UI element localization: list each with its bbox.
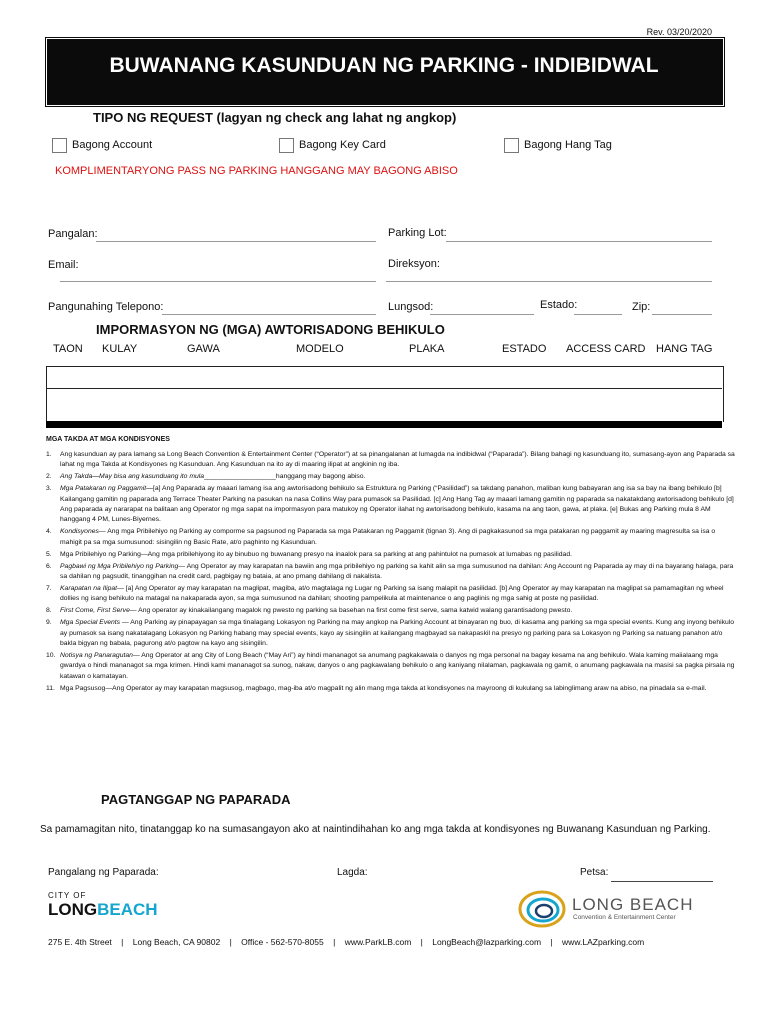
term-number: 8. [46,607,52,615]
col-model: MODELO [296,343,344,355]
checkbox-new-hang-tag[interactable] [504,138,519,153]
term-text: — Ang mga Pribilehiyo ng Parking ay comporme sa pagsunod ng Paparada sa mga Patakaran ng Paggamit (tignan 3). Ang di pagkakasunod sa mga patakaran ng paggamit ay maaring magresulta sa isa o mahigit pa sa mga sumusunod: sisingilin ng Basic Rate, at/o paghinto ng Kasunduan. [60,528,716,546]
term-item [46,484,736,526]
term-text: [a] Ang Paparada ay maaari lamang isa ang awtorisadong behikulo sa Estruktura ng Parking (“Pasilidad”) sa takdang panahon, maliban kung babayaran ang isa sa bay na ibang behikulo [b] Kailangang gamitin ng paparada ang Terrace Theater Parking na pasukan na nasa Collins Way para pumasok sa Pasilidad. [c] Ang Hang Tag ay maaari lamang gamitin ng paparada sa nakatakdang awtorisadong behikulo [d] Ang paparada ay nararapat na balitaan ang Operator ng mga sapat na impormasyon para matukoy ng Operator ilahat ng awtorisadong behikulo, kasama na ang taon, gawa, at plaka. [e] Bukas ang Parking mula 8 AM hanggang 4 PM, Lunes-Biyernes. [60,485,734,524]
state-field[interactable] [574,314,622,315]
col-year: TAON [53,343,83,355]
vehicle-table-row-divider [46,388,722,389]
footer: 275 E. 4th Street | Long Beach, CA 90802 | Office - 562-570-8055 | www.ParkLB.com | LongBeach@lazparking.com | www.LAZparking.com [48,937,645,947]
term-title: Kondisyones [60,528,99,536]
email-field[interactable] [60,281,376,282]
term-item [46,606,736,616]
logo-beach: BEACH [97,900,158,919]
col-color: KULAY [102,343,138,355]
checkbox-label-new-hang-tag: Bagong Hang Tag [524,139,612,151]
footer-city: Long Beach, CA 90802 [132,937,221,947]
term-item [46,550,736,560]
col-hang-tag: HANG TAG [656,343,713,355]
convention-center-logo-subtext: Convention & Entertainment Center [573,914,676,921]
name-field[interactable] [96,241,376,242]
term-text: — Ang Operator at ang City of Long Beach (“May Ari”) ay hindi mananagot sa anumang pagkakawala o danyos ng mga personal na bagay kesama na ang behikulo. Wala kaming maiialaang mga gwardya o hindi mananagot sa mga krimen. Hindi kami mananagot sa sunog, nakaw, danyos o ang pagkawalang behikulo o ang kaniyang nilalaman, pagkawala ng gamit, o anumang pagkawala na masisi sa pagka pirsala ng katawan o kamatayan. [60,651,735,680]
term-item [46,651,736,682]
term-text: Mga Pagsusog—Ang Operator ay may karapatan magsusog, magbago, mag-iba at/o magpalit ng alin mang mga takda at kondisyones na mayroong di kukulang sa labinglimang araw na abiso, na pinadala sa e-mail. [60,684,707,692]
term-number: 9. [46,619,52,627]
date-label: Petsa: [580,867,609,878]
city-of-long-beach-logo [48,900,158,920]
address-field[interactable] [386,281,712,282]
term-number: 5. [46,550,52,558]
term-item [46,584,736,605]
term-text: Ang kasunduan ay para lamang sa Long Beach Convention & Entertainment Center (“Operator”) at sa pinangalanan at lumagda na indibidwal (“Paparada”). Bilang bahagi ng kasunduang ito, sumasang-ayon ang Paparada sa lahat ng mga Takda at Kondisyones ng Kasunduan. Ang Kasunduan na ito ay di maaring ilipat at angkinin ng iba. [60,451,735,469]
term-item [46,472,736,482]
signature-label: Lagda: [337,867,368,878]
term-text: Mga Pribilehiyo ng Parking—Ang mga pribilehiyong ito ay binubuo ng buwanang presyo na inaalok para sa parking at ang pahintulot na pumasok at lumabas ng pasilidad. [60,550,572,558]
term-title: First Come, First Serve [60,607,130,615]
term-title: Ang Takda—May bisa ang kasunduang ito mula [60,473,205,481]
acceptance-title: PAGTANGGAP NG PAPARADA [101,792,291,807]
terms-list [46,450,736,695]
term-number: 10. [46,651,56,659]
checkbox-new-key-card[interactable] [279,138,294,153]
footer-email-link[interactable]: LongBeach@lazparking.com [432,937,542,947]
term-title: Mga Patakaran ng Paggamit— [60,485,153,493]
term-item [46,527,736,548]
name-label: Pangalan: [48,228,98,240]
term-number: 3. [46,485,52,493]
acceptance-text: Sa pamamagitan nito, tinatanggap ko na sumasangayon ako at naintindihahan ko ang mga takda at kondisyones ng Buwanang Kasunduan ng Parking. [40,824,711,835]
parker-name-label: Pangalang ng Paparada: [48,867,159,878]
email-label: Email: [48,259,79,271]
col-make: GAWA [187,343,220,355]
revision-date: Rev. 03/20/2020 [646,27,712,37]
phone-field[interactable] [162,314,376,315]
footer-laz-link[interactable]: www.LAZparking.com [562,937,645,947]
term-number: 4. [46,528,52,536]
page-title: BUWANANG KASUNDUAN NG PARKING - INDIBIDWAL [109,54,659,77]
zip-field[interactable] [652,314,712,315]
vehicle-section-title: IMPORMASYON NG (MGA) AWTORISADONG BEHIKULO [96,322,445,337]
term-title: Karapatan na Ilipat [60,584,118,592]
footer-address: 275 E. 4th Street [48,937,112,947]
term-item [46,684,736,694]
term-text: — Ang operator ay kinakailangang magalok ng pwesto ng parking sa basehan na first come first serve, sama katwid walang garantisadong pwesto. [129,607,573,615]
term-item [46,450,736,471]
footer-parklb-link[interactable]: www.ParkLB.com [344,937,412,947]
term-number: 6. [46,562,52,570]
convention-center-logo-mark-icon [516,889,568,929]
footer-phone: Office - 562-570-8055 [241,937,324,947]
convention-center-logo-text: LONG BEACH [572,895,694,914]
term-text: ___________________hanggang may bagong abiso. [204,473,366,481]
address-label: Direksyon: [388,258,440,270]
vehicle-table-bottom-bar [46,421,722,428]
zip-label: Zip: [632,301,651,313]
checkbox-new-account[interactable] [52,138,67,153]
term-title: Mga Special Events [60,619,121,627]
state-label: Estado: [540,299,578,311]
checkbox-label-new-account: Bagong Account [72,139,153,151]
col-plate: PLAKA [409,343,445,355]
date-field[interactable] [611,881,713,882]
city-label: Lungsod: [388,301,434,313]
request-type-title: TIPO NG REQUEST (lagyan ng check ang lahat ng angkop) [93,110,457,125]
term-item [46,618,736,649]
col-state: ESTADO [502,343,547,355]
term-number: 11. [46,684,55,692]
col-access-card: ACCESS CARD [566,343,646,355]
parking-lot-field[interactable] [446,241,712,242]
term-text: — Ang Parking ay pinapayagan sa mga tinalagang Lokasyon ng Parking na may angkop na Parking Account at binayaran ng buo, di kasama ang parking sa mga special events. Kung ang inyong behikulo ay pumasok sa isang nakatalagang Lokasyon ng Parking habang may special events, kayo ay sisingilin at kailangang magbayad sa nakapaskil na presyo ng parking para sa Lokasyon ng Parking sa natuang panahon at/o bakla bigyan ng babala, pagurong at/o pagtow na kayo ang sisingilin. [60,619,735,647]
term-number: 2. [46,473,52,481]
city-of-long-beach-logo-top: CITY OF [48,891,87,900]
vehicle-table[interactable] [46,366,724,422]
term-item [46,562,736,583]
parking-lot-label: Parking Lot: [388,227,447,239]
complimentary-notice: KOMPLIMENTARYONG PASS NG PARKING HANGGANG MAY BAGONG ABISO [55,165,458,177]
term-number: 7. [46,584,52,592]
term-text: — [a] Ang Operator ay may karapatan na maglipat, magiba, at/o magtalaga ng Lugar ng Parking sa isang malapit na pasilidad. [b] Ang Operator ay may karapatan na maglipat sa pamamagitan ng wheel dollies ng isang behikulo na matagal na nakaparada ayon, sa mga sumusunod na dahilan; shooting pampelikula at maintenance o ang paglinis ng mga sahig at poste ng pasilidad. [60,584,724,603]
checkbox-label-new-key-card: Bagong Key Card [299,139,386,151]
term-number: 1. [46,451,52,458]
term-title: Pagbawi ng Mga Pribilehiyo ng Parking [60,562,179,570]
term-text: — Ang Operator ay may karapatan na bawiin ang mga pribilehiyo ng parking sa kahit alin sa mga sumusunod na dahilan: Ang Account ng Paparada ay may di na bayarang halaga, para sa dahilan ng pagsudit, tinanggihan na credit card, pagbigay ng bataia, at ano pmang dahilang di nakalista. [60,562,734,580]
phone-label: Pangunahing Telepono: [48,301,164,313]
term-title: Notisya ng Panaragutan [60,651,133,659]
terms-heading: MGA TAKDA AT MGA KONDISYONES [46,436,170,443]
city-field[interactable] [430,314,534,315]
logo-long: LONG [48,900,98,919]
